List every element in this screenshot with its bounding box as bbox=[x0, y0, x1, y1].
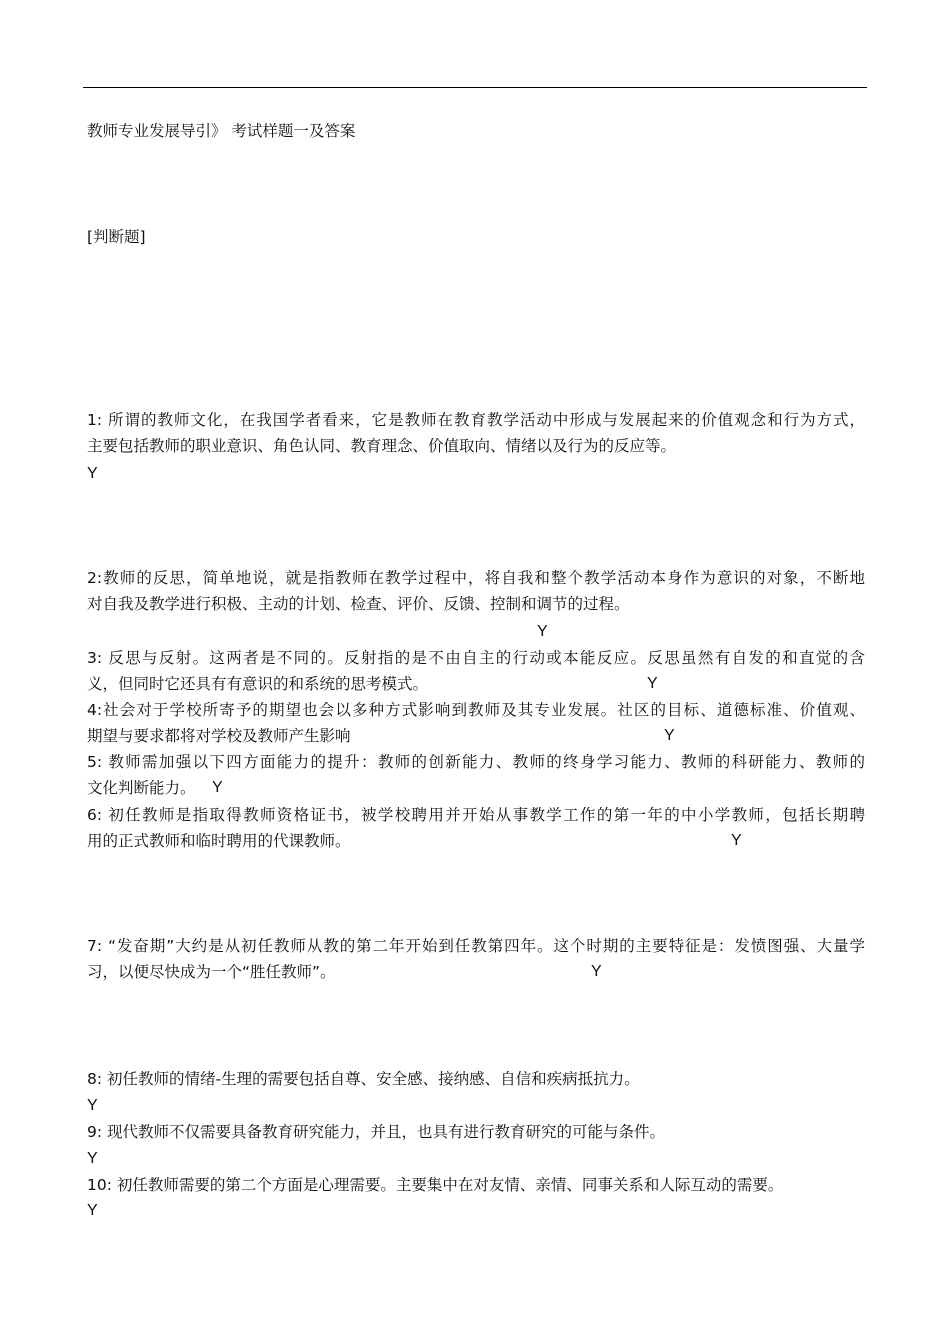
question-1-answer: Y bbox=[87, 465, 98, 482]
question-5-answer: Y bbox=[212, 779, 223, 796]
question-2-line-2: 对自我及教学进行积极、主动的计划、检查、评价、反馈、控制和调节的过程。 bbox=[87, 595, 630, 613]
question-4-line-2: 期望与要求都将对学校及教师产生影响 bbox=[87, 727, 351, 745]
section-heading: [判断题] bbox=[87, 228, 146, 246]
question-1-line-1: 1: 所谓的教师文化，在我国学者看来，它是教师在教育教学活动中形成与发展起来的价值观念和行为方式， bbox=[87, 411, 865, 429]
question-6-line-1: 6: 初任教师是指取得教师资格证书，被学校聘用并开始从事教学工作的第一年的中小学教师，包括长期聘 bbox=[87, 806, 865, 824]
question-10-answer: Y bbox=[87, 1202, 98, 1219]
question-3-line-2: 义，但同时它还具有有意识的和系统的思考模式。 bbox=[87, 675, 429, 693]
question-8-line-1: 8: 初任教师的情绪-生理的需要包括自尊、安全感、接纳感、自信和疾病抵抗力。 bbox=[87, 1070, 640, 1088]
question-9-answer: Y bbox=[87, 1150, 98, 1167]
question-3-answer: Y bbox=[647, 675, 658, 692]
question-6-line-2: 用的正式教师和临时聘用的代课教师。 bbox=[87, 832, 351, 850]
question-4-answer: Y bbox=[664, 727, 675, 744]
question-6-answer: Y bbox=[731, 832, 742, 849]
question-5-line-1: 5: 教师需加强以下四方面能力的提升：教师的创新能力、教师的终身学习能力、教师的科研能力、教师的 bbox=[87, 753, 865, 771]
question-7-line-1: 7: “发奋期”大约是从初任教师从教的第二年开始到任教第四年。这个时期的主要特征是：发愤图强、大量学 bbox=[87, 937, 865, 955]
question-8-answer: Y bbox=[87, 1097, 98, 1114]
question-1-line-2: 主要包括教师的职业意识、角色认同、教育理念、价值取向、情绪以及行为的反应等。 bbox=[87, 437, 677, 455]
document-title: 教师专业发展导引》 考试样题一及答案 bbox=[87, 122, 356, 140]
question-3-line-1: 3: 反思与反射。这两者是不同的。反射指的是不由自主的行动或本能反应。反思虽然有自发的和直觉的含 bbox=[87, 649, 865, 667]
question-2-line-1: 2:教师的反思，简单地说，就是指教师在教学过程中，将自我和整个教学活动本身作为意识的对象，不断地 bbox=[87, 569, 865, 587]
question-9-line-1: 9: 现代教师不仅需要具备教育研究能力，并且，也具有进行教育研究的可能与条件。 bbox=[87, 1123, 666, 1141]
question-2-answer: Y bbox=[537, 623, 548, 640]
question-7-line-2: 习，以便尽快成为一个“胜任教师”。 bbox=[87, 963, 336, 981]
header-rule bbox=[83, 87, 867, 88]
question-4-line-1: 4:社会对于学校所寄予的期望也会以多种方式影响到教师及其专业发展。社区的目标、道德标准、价值观、 bbox=[87, 701, 865, 719]
question-5-line-2: 文化判断能力。 bbox=[87, 779, 196, 797]
question-10-line-1: 10: 初任教师需要的第二个方面是心理需要。主要集中在对友情、亲情、同事关系和人际互动的需要。 bbox=[87, 1176, 784, 1194]
question-7-answer: Y bbox=[591, 963, 602, 980]
